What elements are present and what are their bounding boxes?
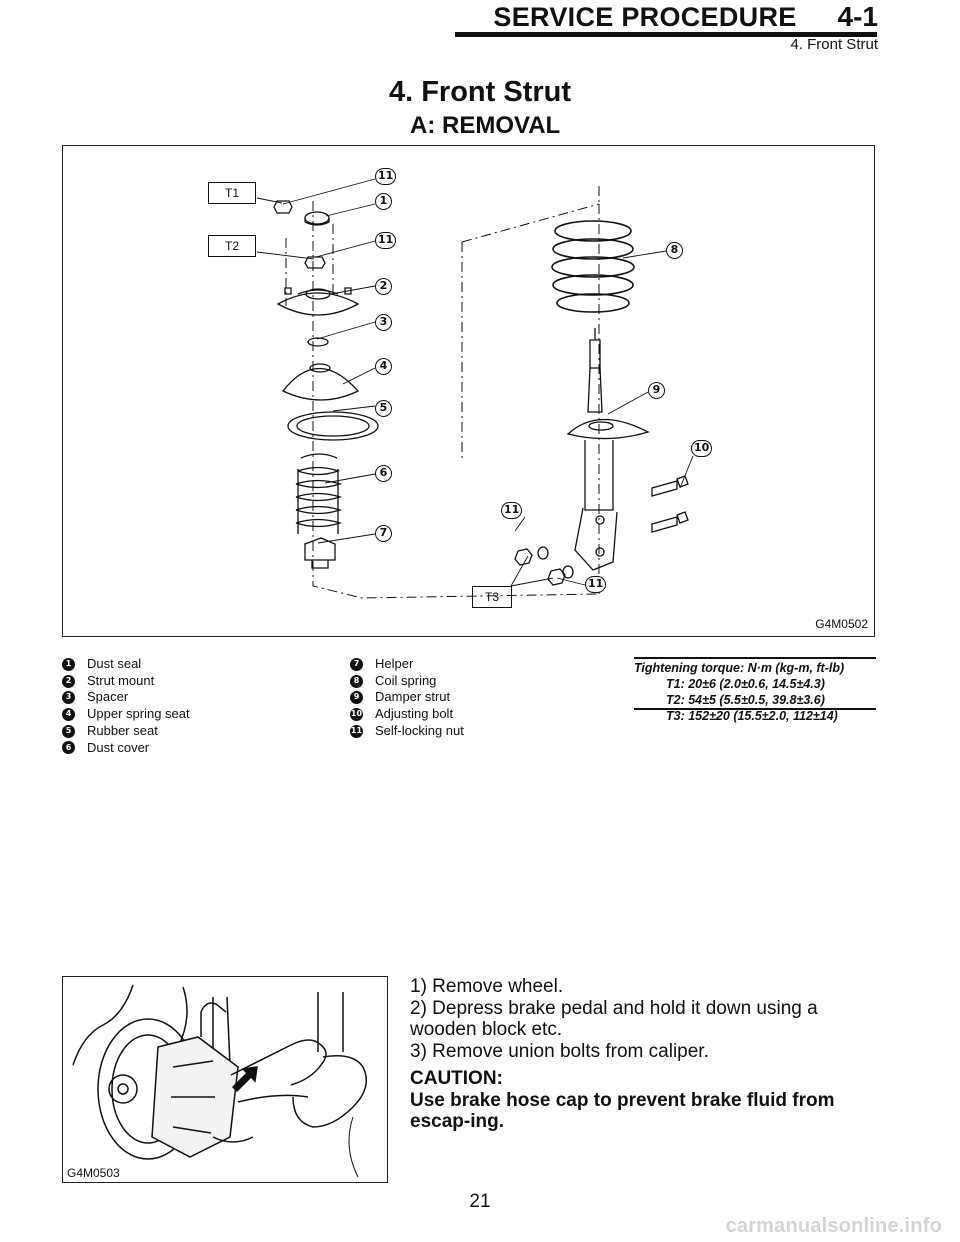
- callout-8: 8: [666, 242, 683, 259]
- section-heading: A: REMOVAL: [410, 112, 561, 139]
- legend-number: 4: [62, 708, 75, 721]
- legend-label: Helper: [375, 656, 414, 671]
- legend-label: Spacer: [87, 689, 129, 705]
- legend-label: Upper spring seat: [87, 706, 190, 722]
- legend-item-strut-mount: [62, 673, 190, 690]
- legend-item-dust-seal: [62, 656, 190, 673]
- legend-item-rubber-seat: [62, 723, 190, 740]
- callout-5: 5: [375, 400, 392, 417]
- legend-item-dust-cover: [62, 740, 190, 757]
- exploded-view-figure: [62, 145, 875, 637]
- page-title: 4. Front Strut: [388, 76, 572, 108]
- callout-1: 1: [375, 193, 392, 210]
- photo-code: G4M0503: [67, 1166, 120, 1180]
- legend-label: Rubber seat: [87, 722, 158, 738]
- legend-label: Coil spring: [375, 672, 437, 688]
- callout-6: 6: [375, 465, 392, 482]
- callout-11-bottom: 11: [585, 576, 606, 593]
- torque-tag-t3: T3: [472, 586, 512, 608]
- legend-item-helper: [350, 656, 464, 673]
- running-head-subsection: 4. Front Strut: [790, 36, 878, 53]
- legend-number: 1: [62, 658, 75, 671]
- chapter-number: 4-1: [837, 1, 878, 32]
- caution-text: Use brake hose cap to prevent brake fluid from escap-ing.: [410, 1089, 835, 1132]
- legend-number: 10: [350, 708, 363, 721]
- torque-value-t1: T1: 20±6 (2.0±0.6, 14.5±4.3): [666, 677, 825, 691]
- callout-10: 10: [691, 440, 712, 457]
- legend-item-coil-spring: [350, 673, 464, 690]
- legend-number: 5: [62, 725, 75, 738]
- watermark: carmanualsonline.info: [725, 1215, 942, 1237]
- legend-item-upper-spring-seat: [62, 706, 190, 723]
- torque-title: Tightening torque: N·m (kg-m, ft-lb): [634, 661, 845, 675]
- callout-11-left: 11: [501, 502, 522, 519]
- callout-11-mid: 11: [375, 232, 396, 249]
- legend-number: 3: [62, 691, 75, 704]
- legend-item-damper-strut: [350, 689, 464, 706]
- figure-code: G4M0502: [815, 617, 868, 631]
- callout-4: 4: [375, 358, 392, 375]
- callout-3: 3: [375, 314, 392, 331]
- legend-number: 9: [350, 691, 363, 704]
- caliper-illustration: [62, 976, 388, 1183]
- tightening-torque-box: [634, 657, 876, 723]
- legend-number: 2: [62, 675, 75, 688]
- legend-label: Self-locking nut: [375, 722, 464, 738]
- step-3: 3) Remove union bolts from caliper.: [410, 1040, 709, 1062]
- step-2: 2) Depress brake pedal and hold it down using a wooden block etc.: [410, 997, 818, 1040]
- brake-caliper-drawing: [63, 977, 387, 1182]
- legend-label: Strut mount: [87, 672, 155, 688]
- legend-number: 6: [62, 741, 75, 754]
- torque-tag-t2: T2: [208, 235, 256, 257]
- torque-tag-t1: T1: [208, 182, 256, 204]
- strut-exploded-illustration: [63, 146, 874, 636]
- running-head-title: SERVICE PROCEDURE: [493, 2, 797, 32]
- torque-value-t2: T2: 54±5 (5.5±0.5, 39.8±3.6): [666, 693, 825, 707]
- torque-value-t3: T3: 152±20 (15.5±2.0, 112±14): [666, 709, 838, 723]
- callout-2: 2: [375, 278, 392, 295]
- legend-label: Dust seal: [87, 656, 142, 671]
- callout-9: 9: [648, 382, 665, 399]
- legend-number: 7: [350, 658, 363, 671]
- legend-item-self-locking-nut: [350, 723, 464, 740]
- parts-legend-left: [62, 656, 190, 756]
- legend-label: Damper strut: [375, 689, 451, 705]
- callout-11-top: 11: [375, 168, 396, 185]
- parts-legend-right: [350, 656, 464, 740]
- legend-label: Dust cover: [87, 739, 150, 755]
- legend-item-adjusting-bolt: [350, 706, 464, 723]
- legend-number: 8: [350, 675, 363, 688]
- legend-item-spacer: [62, 689, 190, 706]
- removal-steps: [410, 976, 878, 1133]
- page-number: 21: [469, 1191, 491, 1212]
- caution-label: CAUTION:: [410, 1068, 503, 1089]
- legend-number: 11: [350, 725, 363, 738]
- legend-label: Adjusting bolt: [375, 706, 454, 722]
- step-1: 1) Remove wheel.: [410, 976, 564, 997]
- callout-7: 7: [375, 525, 392, 542]
